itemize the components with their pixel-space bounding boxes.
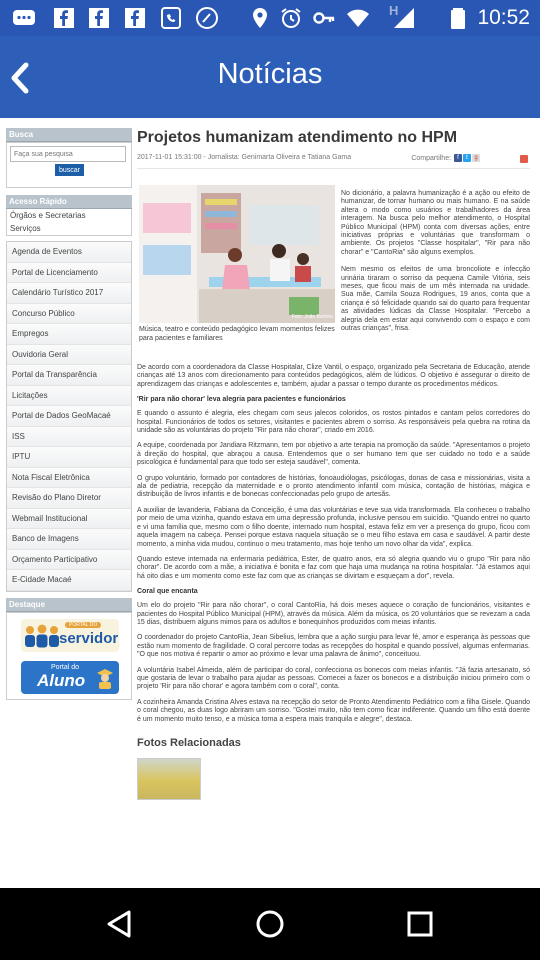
menu-item[interactable]: Concurso Público <box>7 304 131 325</box>
article-photo <box>139 185 335 345</box>
key-icon <box>312 6 336 30</box>
paragraph: No dicionário, a palavra humanização é a ação ou efeito de humanizar, de tornar humano ou mais humano. E na saúde altera o modo como usuários e trabalhadores da área interagem. Na busca pelo melhor atendimento, o Hospital Público Municipal (HPM) conta com diversas ações, entre iniciativas próprias e voluntárias que transformam o ambiente. Os projetos "Classe hospitalar", "Rir para não chorar" e "CantoRia" são alguns exemplos. <box>341 190 530 256</box>
location-icon <box>248 6 272 30</box>
battery-icon <box>446 6 470 30</box>
facebook-share-icon[interactable]: f <box>454 154 462 162</box>
servidor-banner-label: servidor <box>59 629 119 647</box>
chat-icon <box>12 6 36 30</box>
paragraph: O coordenador do projeto CantoRia, Jean Sibelius, lembra que a ação surgiu para levar fé, amor e esperança às pessoas que estão num momento de fragilidade. O coral percorre todas as recepções do hospital e quando possível, algumas enfermarias. "O que nos motiva é repartir o amor ao próximo e levar uma palavra de ânimo", conceituou. <box>137 634 530 659</box>
menu-item[interactable]: Empregos <box>7 324 131 345</box>
print-icon[interactable] <box>520 155 528 163</box>
paragraph: Nem mesmo os efeitos de uma broncoliote e infecção urinária tiraram o sorriso da pequena Camile Vitória, seis meses, que ficou mais de um mês internada na unidade. Sua mãe, Camila Souza Rodrigues, 19 anos, conta que a criança é só felicidade quando sai do quarto para frequentar as atividades lúdicas da Classe Hospitalar. "Percebo a alegria dela em estar aqui convivendo com o espaço e com outras crianças", frisa. <box>341 266 530 333</box>
paragraph: O grupo voluntário, formado por contadores de histórias, fonoaudiólogas, psicólogas, donas de casa e missionárias, visita a ala de pediatria, recepção da maternidade e o pronto atendimento infantil com música, contação de histórias, mágica e distribuição de livros infantis e de bonecas confeccionadas pelo grupo de artesãs. <box>137 474 530 499</box>
destaque-panel <box>6 612 132 700</box>
google-share-icon[interactable]: g <box>472 154 480 162</box>
related-photos-heading: Fotos Relacionadas <box>137 737 241 749</box>
alarm-icon <box>279 6 303 30</box>
menu-item[interactable]: ISS <box>7 427 131 448</box>
app-header <box>0 36 540 118</box>
aluno-banner-label: Aluno <box>37 670 86 690</box>
menu-item[interactable]: Licitações <box>7 386 131 407</box>
back-triangle-icon[interactable] <box>100 906 140 942</box>
facebook-icon <box>123 6 147 30</box>
article-lead <box>341 190 530 334</box>
paragraph: A voluntária Isabel Almeida, além de participar do coral, confecciona os bonecos com meias infantis. "Já fazia artesanato, só que gostaria de levar o trabalho para ajudar as pessoas. Comecei a fazer os bonecos e a distribuição iniciou primeiro com o projeto 'Rir para não chorar' e agora também com o coral", conta. <box>137 666 530 691</box>
quick-link-orgaos[interactable]: Órgãos e Secretarias <box>10 211 86 220</box>
music-icon <box>195 6 219 30</box>
paragraph: E quando o assunto é alegria, eles chegam com seus jalecos coloridos, os rostos pintados e cantam pelos corredores do hospital. Funcionários de todos os setores, visitantes e pacientes abrem o sorriso. As responsáveis pela quebra na rotina da unidade são as voluntárias do projeto "Rir para não chorar", criado em 2016. <box>137 410 530 435</box>
side-menu <box>6 241 132 592</box>
paragraph: Um elo do projeto "Rir para não chorar", o coral CantoRia, há dois meses aquece o coração de funcionários, visitantes e pacientes do Hospital Público Municipal (HPM), através da música. Além da música, os 20 voluntários que se revezam a cada 15 dias, distribuem alguns mimos para os adultos e bonequinhos produzidos com meias infantis. <box>137 602 530 626</box>
article-body <box>137 364 530 800</box>
paragraph: A cozinheira Amanda Cristina Alves estava na recepção do setor de Pronto Atendimento Pediátrico com a filha Gisele. Quando o coral chegou, as duas logo abriram um sorriso. "Gostei muito, não tem como ficar indiferente. Quando um filho está doente é um momento muito tenso, e a música torna a espera mais tranquila e alegre", destaca. <box>137 698 531 723</box>
aluno-banner-top: Portal do <box>51 663 80 671</box>
share-label: Compartilhe: <box>411 154 452 162</box>
menu-item[interactable]: Portal de Dados GeoMacaé <box>7 406 131 427</box>
classroom-photo <box>139 185 335 323</box>
article <box>137 128 531 749</box>
network-type-label: H <box>389 3 399 18</box>
busca-heading: Busca <box>6 128 132 142</box>
signal-icon <box>392 6 416 30</box>
portal-servidor-banner[interactable] <box>21 619 119 652</box>
search-button[interactable]: buscar <box>55 164 84 176</box>
menu-item[interactable]: Ouvidoria Geral <box>7 345 131 366</box>
photo-caption: Música, teatro e conteúdo pedagógico levam momentos felizes para pacientes e familiares <box>139 326 335 342</box>
webview-page[interactable] <box>0 118 540 888</box>
busca-panel <box>6 142 132 188</box>
article-meta: 2017-11-01 15:31:00 - Jornalista: Genimarta Oliveira e Tatiana Gama <box>137 154 352 161</box>
portal-aluno-banner[interactable] <box>21 661 119 694</box>
share-group <box>411 154 480 162</box>
menu-item[interactable]: Nota Fiscal Eletrônica <box>7 468 131 489</box>
people-icon <box>23 623 63 649</box>
back-button[interactable] <box>4 58 38 98</box>
menu-item[interactable]: Calendário Turístico 2017 <box>7 283 131 304</box>
article-meta-row <box>137 154 530 169</box>
photo-credit: Foto: João Barreto <box>291 314 333 320</box>
quick-access-list <box>6 209 132 236</box>
page-title: Notícias <box>217 58 323 90</box>
related-photo-thumbnail[interactable] <box>137 758 201 800</box>
shield-phone-icon <box>159 6 183 30</box>
menu-item[interactable]: Portal da Transparência <box>7 365 131 386</box>
article-title: Projetos humanizam atendimento no HPM <box>137 129 458 146</box>
section-heading: 'Rir para não chorar' leva alegria para pacientes e funcionários <box>137 396 346 404</box>
facebook-icon <box>52 6 76 30</box>
menu-item[interactable]: Orçamento Participativo <box>7 550 131 571</box>
menu-item[interactable]: Webmail Institucional <box>7 509 131 530</box>
menu-item[interactable]: Banco de Imagens <box>7 529 131 550</box>
search-input[interactable] <box>10 146 126 162</box>
menu-item[interactable]: E-Cidade Macaé <box>7 570 131 591</box>
recents-square-icon[interactable] <box>400 906 440 942</box>
android-nav-bar <box>0 888 540 960</box>
paragraph: A auxiliar de lavanderia, Fabiana da Conceição, é uma das voluntárias e teve sua vida transformada. Ela conheceu o trabalho por meio de uma vizinha, quando estava em uma depressão profunda, inclusive pensou em suicídio. "Quando entrei no quarto e vi uma família que, mesmo com o filho doente, internado num hospital, estava feliz em ver a presença do grupo, ficou com aquela imagem na cabeça. Pensei porque estava naquela situação se o meu filho estava em casa e saudável. A partir deste momento, a minha vida mudou, continuo o meu tratamento, mas hoje tenho um novo olhar da vida", explica. <box>137 506 530 548</box>
destaque-heading: Destaque <box>6 598 132 612</box>
acesso-heading: Acesso Rápido <box>6 195 132 209</box>
section-heading: Coral que encanta <box>137 588 198 596</box>
paragraph: Quando esteve internada na enfermaria pediátrica, Ester, de quatro anos, era só alegria quando viu o grupo "Rir para não chorar". De acordo com a mãe, a iniciativa é bonita e faz com que haja uma mudança na rotina hospitalar. "Já estamos aqui há oito dias e um momento como este faz com que as crianças se divirtam e esqueçam a dor", revela. <box>137 555 530 580</box>
student-icon <box>95 667 115 689</box>
facebook-icon <box>87 6 111 30</box>
home-circle-icon[interactable] <box>250 906 290 942</box>
paragraph: De acordo com a coordenadora da Classe Hospitalar, Clize Vantil, o espaço, organizado pela Secretaria de Educação, atende crianças até 13 anos com direcionamento para conteúdos pedagógicos, além de lúdicos. O objetivo é assegurar o direito de aprendizagem das crianças e adolescentes e, também, ajudar a passar o tempo durante os procedimentos médicos. <box>137 364 530 388</box>
menu-item[interactable]: Portal de Licenciamento <box>7 263 131 284</box>
quick-link-servicos[interactable]: Serviços <box>10 224 41 233</box>
status-bar <box>0 0 540 36</box>
twitter-share-icon[interactable]: t <box>463 154 471 162</box>
wifi-icon <box>346 6 370 30</box>
menu-item[interactable]: Revisão do Plano Diretor <box>7 488 131 509</box>
paragraph: A equipe, coordenada por Jandiara Ritzmann, tem por objetivo a arte terapia na promoção da saúde. "Apresentamos o projeto à direção do hospital, que abraçou a causa. Entendemos que o ser humano tem que ser cuidado no todo e a saúde psicológica é fundamental para que todo ser esteja saudável", comenta. <box>137 442 530 467</box>
servidor-banner-top: PORTAL DO <box>65 622 101 628</box>
menu-item[interactable]: IPTU <box>7 447 131 468</box>
menu-item[interactable]: Agenda de Eventos <box>7 242 131 263</box>
sidebar <box>6 128 132 700</box>
status-time: 10:52 <box>477 6 530 29</box>
